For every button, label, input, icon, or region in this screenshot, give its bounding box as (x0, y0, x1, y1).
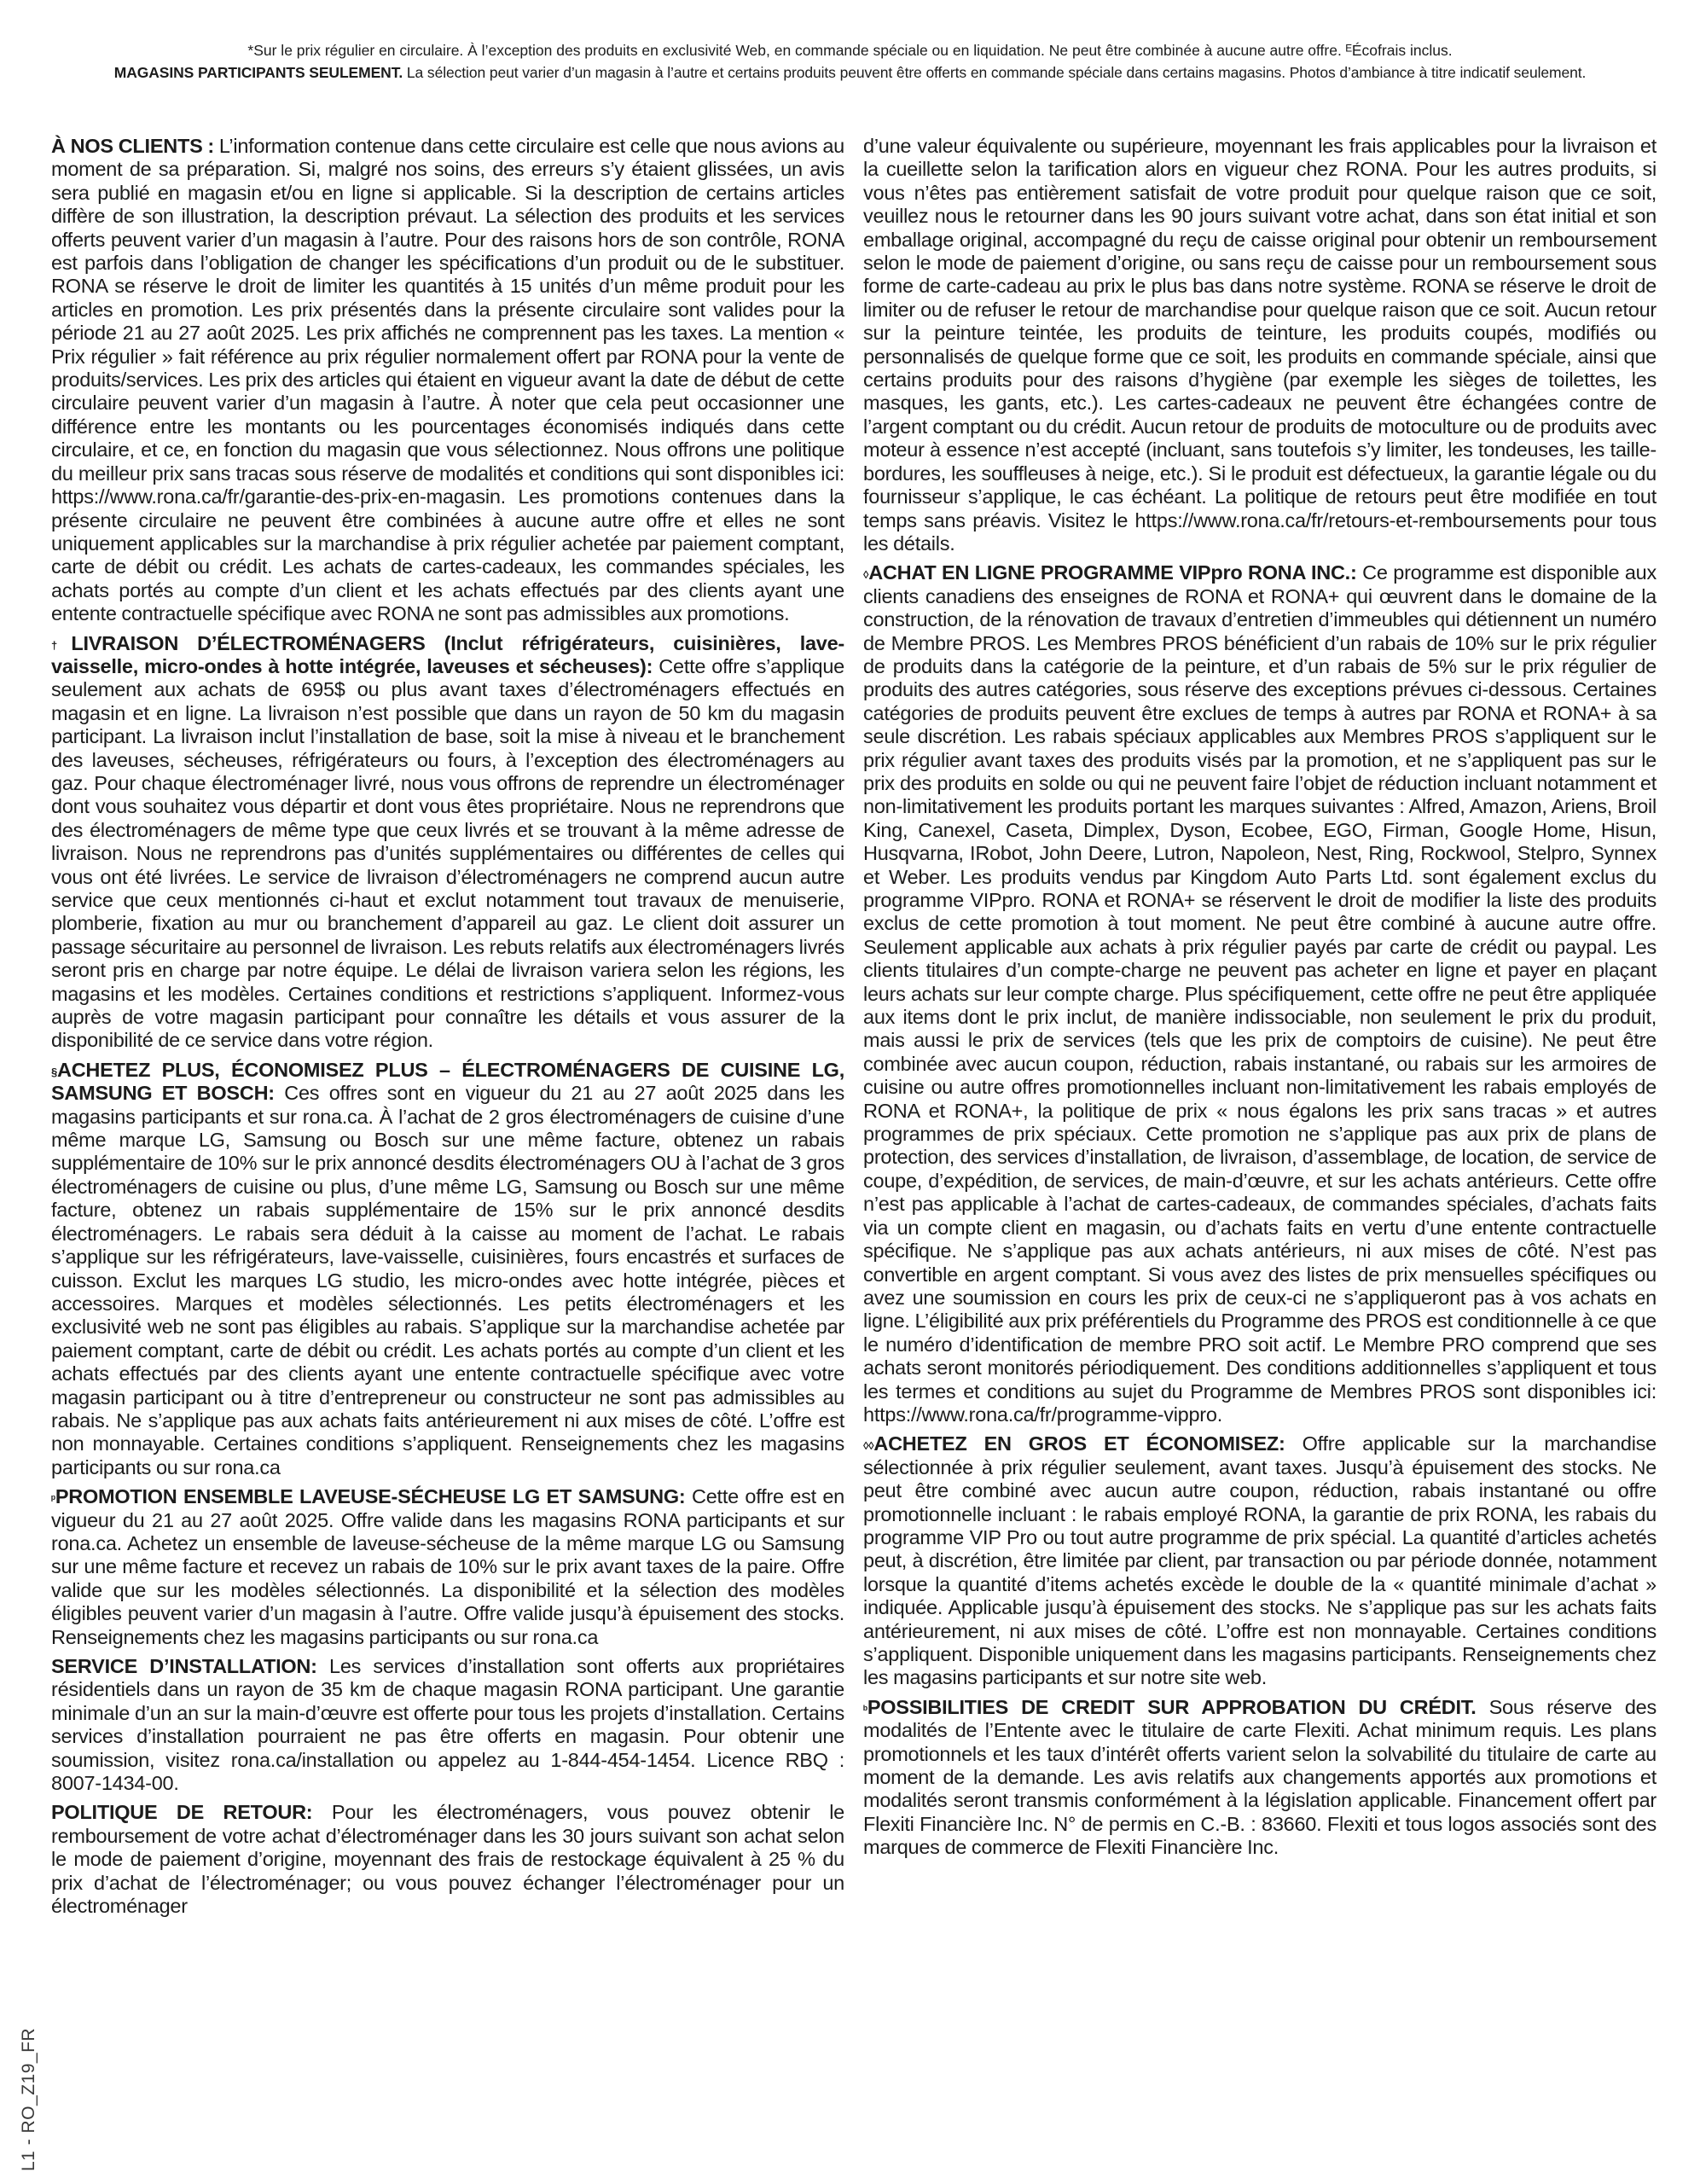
paragraph-text: Cette offre est en vigueur du 21 au 27 août 2025. Offre valide dans les magasins RONA participants et sur rona.ca. Achetez un ensemble de laveuse-sécheuse de la même marque LG ou Samsung sur une même facture et recevez un rabais de 10% sur le prix avant taxes de la paire. Offre valide que sur les modèles sélectionnés. La disponibilité et la sélection des modèles éligibles peuvent varier d’un magasin à l’autre. Offre valide jusqu’à épuisement des stocks. Renseignements chez les magasins participants ou sur rona.ca (51, 1485, 845, 1648)
paragraph-text: Sous réserve des modalités de l’Entente avec le titulaire de carte Flexiti. Achat minimum requis. Les plans promotionnels et les taux d’intérêt offerts varient selon la solvabilité du titulaire de carte au moment de la demande. Les avis relatifs aux changements apportés aux promotions et modalités seront transmis conformément à la législation applicable. Financement offert par Flexiti Financière Inc. N° de permis en C.-B. : 83660. Flexiti et tous logos associés sont des marques de commerce de Flexiti Financière Inc. (863, 1695, 1656, 1859)
footnote-mark: § (51, 1065, 57, 1078)
return-policy-paragraph (51, 1801, 844, 1918)
paragraph-heading: ACHETEZ PLUS, ÉCONOMISEZ PLUS – ÉLECTROMÉNAGERS DE CUISINE LG, SAMSUNG ET BOSCH: (51, 1058, 844, 1105)
left-column (51, 135, 844, 2165)
footnote-mark: † (51, 638, 72, 652)
disclaimer-line-1: *Sur le prix régulier en circulaire. À l’exception des produits en exclusivité Web, en commande spéciale ou en liquidation. Ne peut être combinée à aucune autre offre. ᴱÉcofrais inclus. (247, 42, 1453, 59)
disclaimer-line-2 (34, 61, 1666, 84)
footnote-mark: ᵖ (51, 1492, 55, 1506)
return-policy-continued-paragraph (863, 135, 1656, 555)
paragraph-heading: POSSIBILITIES DE CREDIT SUR APPROBATION DU CRÉDIT. (867, 1695, 1477, 1718)
disclaimer-header (34, 39, 1666, 84)
paragraph-heading: LIVRAISON D’ÉLECTROMÉNAGERS (Inclut réfrigérateurs, cuisinières, lave-vaisselle, micro-ondes à hotte intégrée, laveuses et sécheuses): (51, 631, 845, 677)
paragraph-text: Les services d’installation sont offerts aux propriétaires résidentiels dans un rayon de 35 km de chaque magasin RONA participant. Une garantie minimale d’un an sur la main-d’œuvre est offerte pour tous les projets d’installation. Certains services d’installation pourraient ne pas être offerts en magasin. Pour obtenir une soumission, visitez rona.ca/installation ou appelez au 1-844-454-1454. Licence RBQ : 8007-1434-00. (51, 1655, 844, 1795)
paragraph-heading: SERVICE D’INSTALLATION: (51, 1655, 317, 1677)
clients-notice-paragraph (51, 135, 844, 626)
footnote-mark: ᵇ (863, 1702, 867, 1716)
print-code-label: L1 - RO_Z19_FR (19, 2027, 38, 2171)
installation-service-paragraph (51, 1655, 844, 1795)
paragraph-heading: ACHETEZ EN GROS ET ÉCONOMISEZ: (873, 1432, 1285, 1455)
paragraph-heading: À NOS CLIENTS : (51, 135, 214, 157)
paragraph-heading: ACHAT EN LIGNE PROGRAMME VIPpro RONA INC.: (868, 561, 1357, 584)
appliance-delivery-paragraph (51, 632, 844, 1053)
paragraph-text: d’une valeur équivalente ou supérieure, moyennant les frais applicables pour la livraison et la cueillette selon la tarification alors en vigueur chez RONA. Pour les autres produits, si vous n’êtes pas entièrement satisfait de votre produit pour quelque raison que ce soit, veuillez nous le retourner dans les 90 jours suivant votre achat, dans son état initial et son emballage original, accompagné du reçu de caisse original pour obtenir un remboursement selon le mode de paiement d’origine, ou sans reçu de caisse pour un remboursement sous forme de carte-cadeau au prix le plus bas dans notre système. RONA se réserve le droit de limiter ou de refuser le retour de marchandise pour quelque raison que ce soit. Aucun retour sur la peinture teintée, les produits de teinture, les produits coupés, modifiés ou personnalisés de quelque forme que ce soit, les produits en commande spéciale, ainsi que certains produits pour des raisons d’hygiène (par exemple les sièges de toilettes, les masques, les gants, etc.). Les cartes-cadeaux ne peuvent être échangées contre de l’argent comptant ou du crédit. Aucun retour de produits de motoculture ou de produits avec moteur à essence n’est accepté (incluant, sans toutefois s’y limiter, les tondeuses, les taille-bordures, les souffleuses à neige, etc.). Si le produit est défectueux, la garantie légale ou du fournisseur s’applique, le cas échéant. La politique de retours peut être modifiée en tout temps sans préavis. Visitez le https://www.rona.ca/fr/retours-et-remboursements pour tous les détails. (863, 135, 1656, 555)
paragraph-text: Ces offres sont en vigueur du 21 au 27 août 2025 dans les magasins participants et sur rona.ca. À l’achat de 2 gros électroménagers de cuisine d’une même marque LG, Samsung ou Bosch sur une même facture, obtenez un rabais supplémentaire de 10% sur le prix annoncé desdits électroménagers OU à l’achat de 3 gros électroménagers de cuisine ou plus, d’une même LG, Samsung ou Bosch sur une même facture, obtenez un rabais supplémentaire de 15% sur le prix annoncé desdits électroménagers. Le rabais sera déduit à la caisse au moment de l’achat. Le rabais s’applique sur les réfrigérateurs, lave-vaisselle, cuisinières, fours encastrés et surfaces de cuisson. Exclut les marques LG studio, les micro-ondes avec hotte intégrée, pièces et accessoires. Marques et modèles sélectionnés. Les petits électroménagers et les exclusivité web ne sont pas éligibles au rabais. S’applique sur la marchandise achetée par paiement comptant, carte de débit ou crédit. Les achats portés au compte d’un client et les achats effectués par des clients ayant une entente contractuelle spécifique avec votre magasin participant ou à titre d’entrepreneur ou constructeur ne sont pas admissibles au rabais. Ne s’applique pas aux achats faits antérieurement ni aux mises de côté. L’offre est non monnayable. Certaines conditions s’appliquent. Renseignements chez les magasins participants ou sur rona.ca (51, 1082, 844, 1478)
participating-stores-notice: MAGASINS PARTICIPANTS SEULEMENT. (113, 64, 403, 81)
paragraph-text: Cette offre s’applique seulement aux achats de 695$ ou plus avant taxes d’électroménagers effectués en magasin et en ligne. La livraison n’est possible que dans un rayon de 50 km du magasin participant. La livraison inclut l’installation de base, soit la mise à niveau et le branchement des laveuses, sécheuses, réfrigérateurs ou fours, à l’exception des électroménagers au gaz. Pour chaque électroménager livré, nous vous offrons de reprendre un électroménager dont vous souhaitez vous départir et dont vous êtes propriétaire. Nous ne reprendrons que des électroménagers de même type que ceux livrés et se trouvant à la même adresse de livraison. Nous ne reprendrons pas d’unités supplémentaires ou différentes de celles qui vous ont été livrées. Le service de livraison d’électroménagers ne comprend aucun autre service que ceux mentionnés ci-haut et exclut notamment tout travaux de menuiserie, plomberie, fixation au mur ou branchement d’appareil au gaz. Le client doit assurer un passage sécuritaire au personnel de livraison. Les rebuts relatifs aux électroménagers livrés seront pris en charge par notre équipe. Le délai de livraison variera selon les régions, les magasins et les modèles. Certaines conditions et restrictions s’appliquent. Informez-vous auprès de votre magasin participant pour connaître les détails et vous assurer de la disponibilité de ce service dans votre région. (51, 654, 844, 1052)
paragraph-heading: PROMOTION ENSEMBLE LAVEUSE-SÉCHEUSE LG ET SAMSUNG: (55, 1485, 686, 1508)
disclaimer-line-2-text: La sélection peut varier d’un magasin à l’autre et certains produits peuvent être offerts en commande spéciale dans certains magasins. Photos d’ambiance à titre indicatif seulement. (406, 64, 1587, 81)
vippro-program-paragraph (863, 561, 1656, 1426)
paragraph-text: Offre applicable sur la marchandise sélectionnée à prix régulier seulement, avant taxes. Jusqu’à épuisement des stocks. Ne peut être combiné avec aucun autre coupon, réduction, rabais instantané ou offre promotionnelle incluant : le rabais employé RONA, la garantie de prix RONA, les rabais du programme VIP Pro ou tout autre programme de prix spécial. La quantité d’articles achetés peut, à discrétion, être limitée par client, par transaction ou par période donnée, notamment lorsque la quantité d’items achetés excède le double de la « quantité minimale d’achat » indiquée. Applicable jusqu’à épuisement des stocks. Ne s’applique pas sur les achats faits antérieurement, ni aux mises de côté. L’offre est non monnayable. Certaines conditions s’appliquent. Disponible uniquement dans les magasins participants. Renseignements chez les magasins participants et sur notre site web. (863, 1432, 1657, 1689)
bulk-buy-paragraph (863, 1432, 1656, 1689)
paragraph-heading: POLITIQUE DE RETOUR: (51, 1801, 313, 1824)
footnote-mark: ◊ (863, 568, 869, 582)
paragraph-text: Pour les électroménagers, vous pouvez obtenir le remboursement de votre achat d’électroménager dans les 30 jours suivant son achat selon le mode de paiement d’origine, moyennant des frais de restockage équivalent à 25 % du prix d’achat de l’électroménager; ou vous pouvez échanger l’électroménager pour un électroménager (51, 1801, 844, 1918)
paragraph-text: L’information contenue dans cette circulaire est celle que nous avions au moment de sa préparation. Si, malgré nos soins, des erreurs s’y étaient glissées, un avis sera publié en magasin et/ou en ligne si applicable. Si la description de certains articles diffère de son illustration, la description prévaut. La sélection des produits et les services offerts peuvent varier d’un magasin à l’autre. Pour des raisons hors de son contrôle, RONA est parfois dans l’obligation de changer les spécifications d’un produit ou de le substituer. RONA se réserve le droit de limiter les quantités à 15 unités d’un même produit pour les articles en promotion. Les prix présentés dans la présente circulaire sont valides pour la période 21 au 27 août 2025. Les prix affichés ne comprennent pas les taxes. La mention « Prix régulier » fait référence au prix régulier normalement offert par RONA pour la vente de produits/services. Les prix des articles qui étaient en vigueur avant la date de début de cette circulaire peuvent varier d’un magasin à l’autre. À noter que cela peut occasionner une différence entre les montants ou les pourcentages économisés indiqués dans cette circulaire, et ce, en fonction du magasin que vous sélectionnez. Nous offrons une politique du meilleur prix sans tracas sous réserve de modalités et conditions qui sont disponibles ici: https://www.rona.ca/fr/garantie-des-prix-en-magasin. Les promotions contenues dans la présente circulaire ne peuvent être combinées à aucune autre offre et elles ne sont uniquement applicables sur la marchandise à prix régulier achetée par paiement comptant, carte de débit ou crédit. Les achats de cartes-cadeaux, les commandes spéciales, les achats portés au compte d’un client et les achats effectués par des clients ayant une entente contractuelle spécifique avec RONA ne sont pas admissibles aux promotions. (51, 135, 845, 625)
paragraph-text: Ce programme est disponible aux clients canadiens des enseignes de RONA et RONA+ qui œuvrent dans le domaine de la construction, de la rénovation de travaux d’entretien d’immeubles qui détiennent un numéro de Membre PROS. Les Membres PROS bénéficient d’un rabais de 10% sur le prix régulier de produits dans la catégorie de la peinture, et d’un rabais de 5% sur le prix régulier de produits des autres catégories, sous réserve des exceptions prévues ci-dessous. Certaines catégories de produits peuvent être exclues de temps à autres par RONA et RONA+ à sa seule discrétion. Les rabais spéciaux applicables aux Membres PROS s’appliquent sur le prix régulier avant taxes des produits visés par la promotion, et ne s’appliquent pas sur le prix des produits en solde ou qui ne peuvent faire l’objet de réduction incluant notamment et non-limitativement les produits portant les marques suivantes : Alfred, Amazon, Ariens, Broil King, Canexel, Caseta, Dimplex, Dyson, Ecobee, EGO, Firman, Google Home, Hisun, Husqvarna, IRobot, John Deere, Lutron, Napoleon, Nest, Ring, Rockwool, Stelpro, Synnex et Weber. Les produits vendus par Kingdom Auto Parts Ltd. sont également exclus du programme VIPpro. RONA et RONA+ se réservent le droit de modifier la liste des produits exclus de cette promotion à tout moment. Ne peut être combiné à aucune autre offre. Seulement applicable aux achats à prix régulier payés par carte de crédit ou paypal. Les clients titulaires d’un compte-charge ne peuvent pas acheter en ligne et payer en plaçant leurs achats sur leur compte charge. Plus spécifiquement, cette offre ne peut être appliquée aux items dont le prix inclut, de manière indissociable, non seulement le prix du produit, mais aussi le prix de services (tels que les prix de comptoirs de cuisine). Ne peut être combinée avec aucun coupon, réduction, rabais instantané, ou rabais sur les armoires de cuisine ou autre offres promotionnelles incluant non-limitativement les rabais employés de RONA et RONA+, la politique de prix « nous égalons les prix sans tracas » et autres programmes de prix spéciaux. Cette promotion ne s’applique pas aux prix de plans de protection, des services d’installation, de livraison, d’assemblage, de location, de service de coupe, d’expédition, de services, de main-d’œuvre, et sur les achats antérieurs. Cette offre n’est pas applicable à l’achat de cartes-cadeaux, de commandes spéciales, d’achats faits via un compte client en magasin, ou d’achats faits en vertu d’une entente contractuelle spécifique. Ne s’applique pas aux achats antérieurs, ni aux mises de côté. N’est pas convertible en argent comptant. Si vous avez des listes de prix mensuelles spécifiques ou avez une soumission en cours les prix de ceux-ci ne s’appliqueront pas à vos achats en ligne. L’éligibilité aux prix préférentiels du Programme des PROS est conditionnelle à ce que le numéro d’identification de membre PRO soit actif. Le Membre PRO comprend que ses achats seront monitorés périodiquement. Des conditions additionnelles s’appliquent et tous les termes et conditions au sujet du Programme de Membres PROS sont disponibles ici: https://www.rona.ca/fr/programme-vippro. (863, 561, 1656, 1426)
footnote-mark: ◊◊ (863, 1439, 874, 1453)
washer-dryer-promo-paragraph (51, 1485, 844, 1649)
flexiti-credit-paragraph (863, 1696, 1656, 1860)
buy-more-save-more-paragraph (51, 1059, 844, 1479)
legal-text-columns (51, 135, 1656, 2165)
right-column (863, 135, 1656, 2165)
